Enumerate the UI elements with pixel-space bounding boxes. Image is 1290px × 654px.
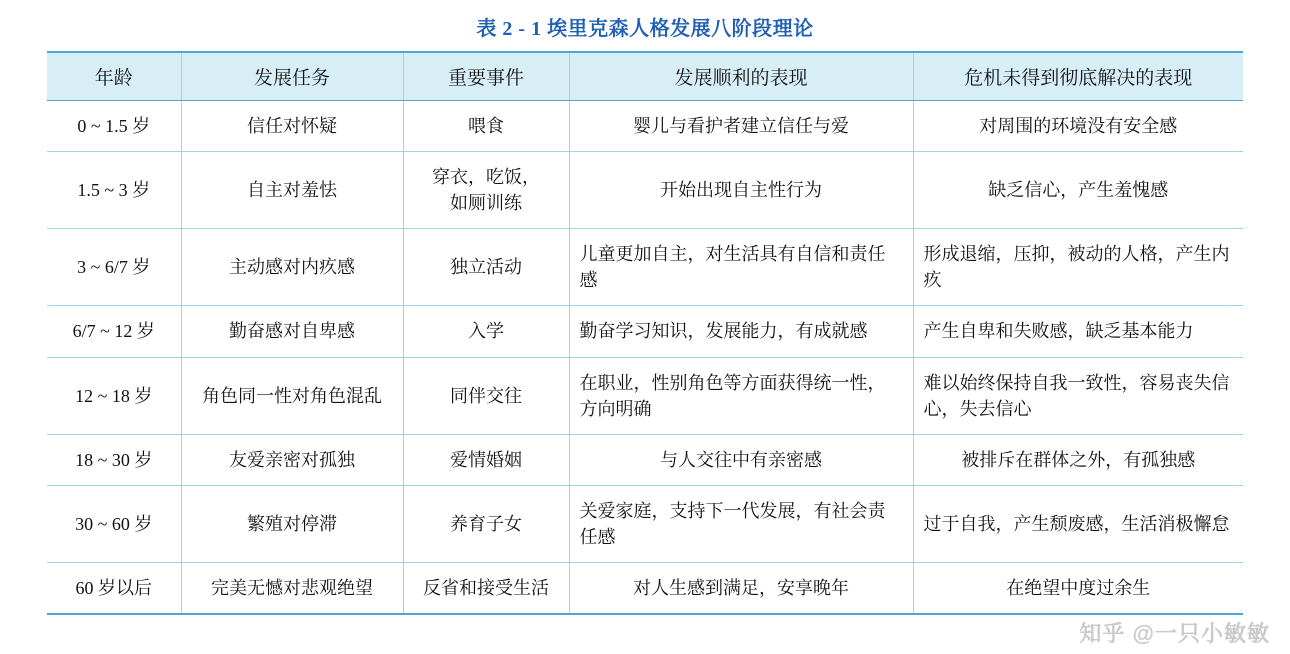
cell-negative: 过于自我，产生颓废感，生活消极懈怠 <box>913 485 1243 562</box>
cell-positive: 开始出现自主性行为 <box>569 152 913 229</box>
cell-positive: 在职业，性别角色等方面获得统一性，方向明确 <box>569 357 913 434</box>
cell-task: 角色同一性对角色混乱 <box>181 357 403 434</box>
erikson-stages-table <box>47 51 1243 615</box>
table-row <box>47 434 1243 485</box>
column-header-age: 年龄 <box>47 52 181 101</box>
cell-age: 18 ~ 30 岁 <box>47 434 181 485</box>
cell-age: 6/7 ~ 12 岁 <box>47 306 181 357</box>
cell-negative: 难以始终保持自我一致性，容易丧失信心，失去信心 <box>913 357 1243 434</box>
page-title: 表 2 - 1 埃里克森人格发展八阶段理论 <box>476 18 814 40</box>
table-row <box>47 485 1243 562</box>
cell-negative: 产生自卑和失败感，缺乏基本能力 <box>913 306 1243 357</box>
cell-event: 喂食 <box>403 101 569 152</box>
cell-task: 勤奋感对自卑感 <box>181 306 403 357</box>
cell-age: 60 岁以后 <box>47 563 181 615</box>
table-row <box>47 563 1243 615</box>
cell-event: 同伴交往 <box>403 357 569 434</box>
cell-task: 主动感对内疚感 <box>181 229 403 306</box>
cell-task: 友爱亲密对孤独 <box>181 434 403 485</box>
table-row <box>47 229 1243 306</box>
watermark-text: 知乎 @一只小敏敏 <box>1079 621 1270 646</box>
column-header-task: 发展任务 <box>181 52 403 101</box>
cell-negative: 形成退缩，压抑，被动的人格，产生内疚 <box>913 229 1243 306</box>
cell-positive: 对人生感到满足，安享晚年 <box>569 563 913 615</box>
column-header-negative: 危机未得到彻底解决的表现 <box>913 52 1243 101</box>
cell-age: 12 ~ 18 岁 <box>47 357 181 434</box>
cell-event: 独立活动 <box>403 229 569 306</box>
table-row <box>47 101 1243 152</box>
cell-event: 入学 <box>403 306 569 357</box>
cell-positive: 勤奋学习知识，发展能力，有成就感 <box>569 306 913 357</box>
column-header-positive: 发展顺利的表现 <box>569 52 913 101</box>
cell-task: 信任对怀疑 <box>181 101 403 152</box>
column-header-event: 重要事件 <box>403 52 569 101</box>
cell-positive: 婴儿与看护者建立信任与爱 <box>569 101 913 152</box>
cell-age: 3 ~ 6/7 岁 <box>47 229 181 306</box>
cell-positive: 儿童更加自主，对生活具有自信和责任感 <box>569 229 913 306</box>
cell-age: 1.5 ~ 3 岁 <box>47 152 181 229</box>
cell-negative: 在绝望中度过余生 <box>913 563 1243 615</box>
table-row <box>47 306 1243 357</box>
cell-task: 繁殖对停滞 <box>181 485 403 562</box>
table-header <box>47 52 1243 101</box>
cell-negative: 对周围的环境没有安全感 <box>913 101 1243 152</box>
cell-task: 自主对羞怯 <box>181 152 403 229</box>
watermark <box>1079 617 1274 648</box>
cell-positive: 关爱家庭，支持下一代发展，有社会责任感 <box>569 485 913 562</box>
cell-event: 反省和接受生活 <box>403 563 569 615</box>
table-row <box>47 152 1243 229</box>
cell-age: 0 ~ 1.5 岁 <box>47 101 181 152</box>
table-body <box>47 101 1243 615</box>
table-header-row <box>47 52 1243 101</box>
cell-event: 爱情婚姻 <box>403 434 569 485</box>
cell-task: 完美无憾对悲观绝望 <box>181 563 403 615</box>
cell-negative: 被排斥在群体之外，有孤独感 <box>913 434 1243 485</box>
table-row <box>47 357 1243 434</box>
cell-event: 养育子女 <box>403 485 569 562</box>
cell-positive: 与人交往中有亲密感 <box>569 434 913 485</box>
cell-event: 穿衣，吃饭， 如厕训练 <box>403 152 569 229</box>
cell-age: 30 ~ 60 岁 <box>47 485 181 562</box>
cell-negative: 缺乏信心，产生羞愧感 <box>913 152 1243 229</box>
